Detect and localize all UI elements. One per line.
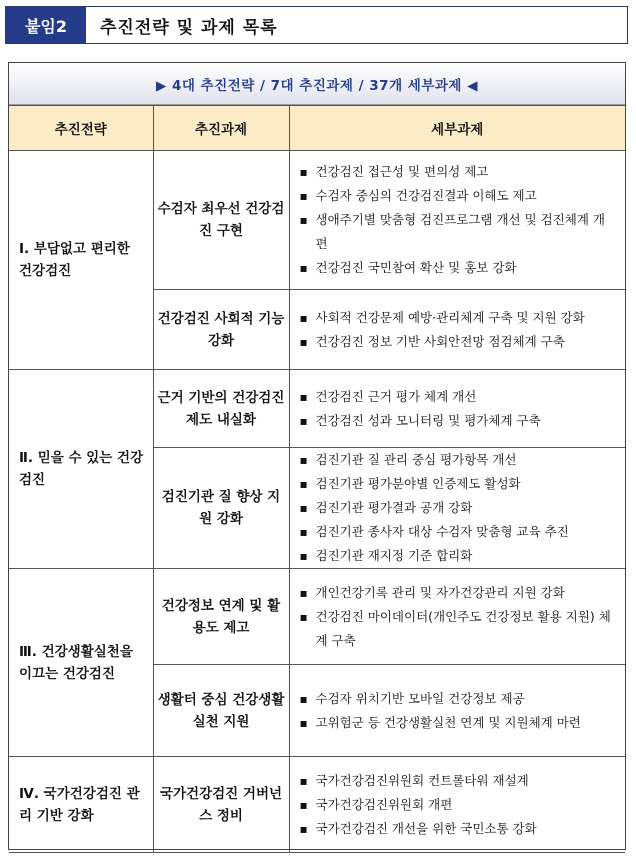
table-row <box>9 370 625 448</box>
list-item: ▪ 수검자 중심의 건강검진결과 이해도 제고 <box>300 184 618 208</box>
list-item: ▪ 검진기관 평가분야별 인증제도 활성화 <box>300 472 618 496</box>
list-item: ▪ 검진기관 평가결과 공개 강화 <box>300 496 618 520</box>
task-cell: 생활터 중심 건강생활실천 지원 <box>153 665 289 757</box>
strategy-cell: Ⅲ. 건강생활실천을 이끄는 건강검진 <box>9 569 153 757</box>
summary-banner: ▶ 4대 추진전략 / 7대 추진과제 / 37개 세부과제 ◀ <box>9 63 625 105</box>
list-item: ▪ 국가건강검진 개선을 위한 국민소통 강화 <box>300 817 618 841</box>
details-cell <box>289 665 625 757</box>
list-item: ▪ 국가건강검진위원회 개편 <box>300 793 618 817</box>
document-title: 추진전략 및 과제 목록 <box>100 17 278 38</box>
list-item: ▪ 건강검진 마이데이터(개인주도 건강정보 활용 지원) 체계 구축 <box>300 605 618 653</box>
task-cell: 수검자 최우선 건강검진 구현 <box>153 151 289 290</box>
list-item: ▪ 검진기관 질 관리 중심 평가항목 개선 <box>300 448 618 472</box>
list-item: ▪ 사회적 건강문제 예방·관리체계 구축 및 지원 강화 <box>300 306 618 330</box>
table-row <box>9 569 625 665</box>
list-item: ▪ 건강검진 성과 모니터링 및 평가체계 구축 <box>300 409 618 433</box>
list-item: ▪ 수검자 위치기반 모바일 건강정보 제공 <box>300 687 618 711</box>
strategy-table <box>9 105 625 853</box>
details-cell <box>289 370 625 448</box>
strategy-cell: Ⅱ. 믿을 수 있는 건강검진 <box>9 370 153 569</box>
list-item: ▪ 개인건강기록 관리 및 자가건강관리 지원 강화 <box>300 581 618 605</box>
table-row <box>9 151 625 290</box>
column-header-details: 세부과제 <box>289 106 625 151</box>
details-cell <box>289 290 625 370</box>
strategy-cell: Ⅳ. 국가건강검진 관리 기반 강화 <box>9 757 153 853</box>
list-item: ▪ 건강검진 정보 기반 사회안전망 점검체계 구축 <box>300 330 618 354</box>
document-header <box>5 6 628 44</box>
list-item: ▪ 건강검진 접근성 및 편의성 제고 <box>300 160 618 184</box>
table-row <box>9 757 625 853</box>
strategy-table-frame <box>8 62 626 850</box>
task-cell: 건강정보 연계 및 활용도 제고 <box>153 569 289 665</box>
list-item: ▪ 검진기관 재지정 기준 합리화 <box>300 544 618 568</box>
task-cell: 건강검진 사회적 기능 강화 <box>153 290 289 370</box>
column-header-strategy: 추진전략 <box>9 106 153 151</box>
task-cell: 국가건강검진 거버넌스 정비 <box>153 757 289 853</box>
task-cell: 검진기관 질 향상 지원 강화 <box>153 448 289 569</box>
details-cell <box>289 448 625 569</box>
column-header-task: 추진과제 <box>153 106 289 151</box>
list-item: ▪ 고위험군 등 건강생활실천 연계 및 지원체계 마련 <box>300 711 618 735</box>
strategy-cell: Ⅰ. 부담없고 편리한 건강검진 <box>9 151 153 370</box>
list-item: ▪ 건강검진 근거 평가 체계 개선 <box>300 385 618 409</box>
details-cell <box>289 757 625 853</box>
task-cell: 근거 기반의 건강검진제도 내실화 <box>153 370 289 448</box>
list-item: ▪ 검진기관 종사자 대상 수검자 맞춤형 교육 추진 <box>300 520 618 544</box>
list-item: ▪ 건강검진 국민참여 확산 및 홍보 강화 <box>300 256 618 280</box>
details-cell <box>289 569 625 665</box>
table-header-row <box>9 106 625 151</box>
list-item: ▪ 국가건강검진위원회 컨트롤타워 재설계 <box>300 769 618 793</box>
details-cell <box>289 151 625 290</box>
attachment-badge: 붙임2 <box>6 7 86 43</box>
list-item: ▪ 생애주기별 맞춤형 검진프로그램 개선 및 검진체계 개편 <box>300 208 618 256</box>
